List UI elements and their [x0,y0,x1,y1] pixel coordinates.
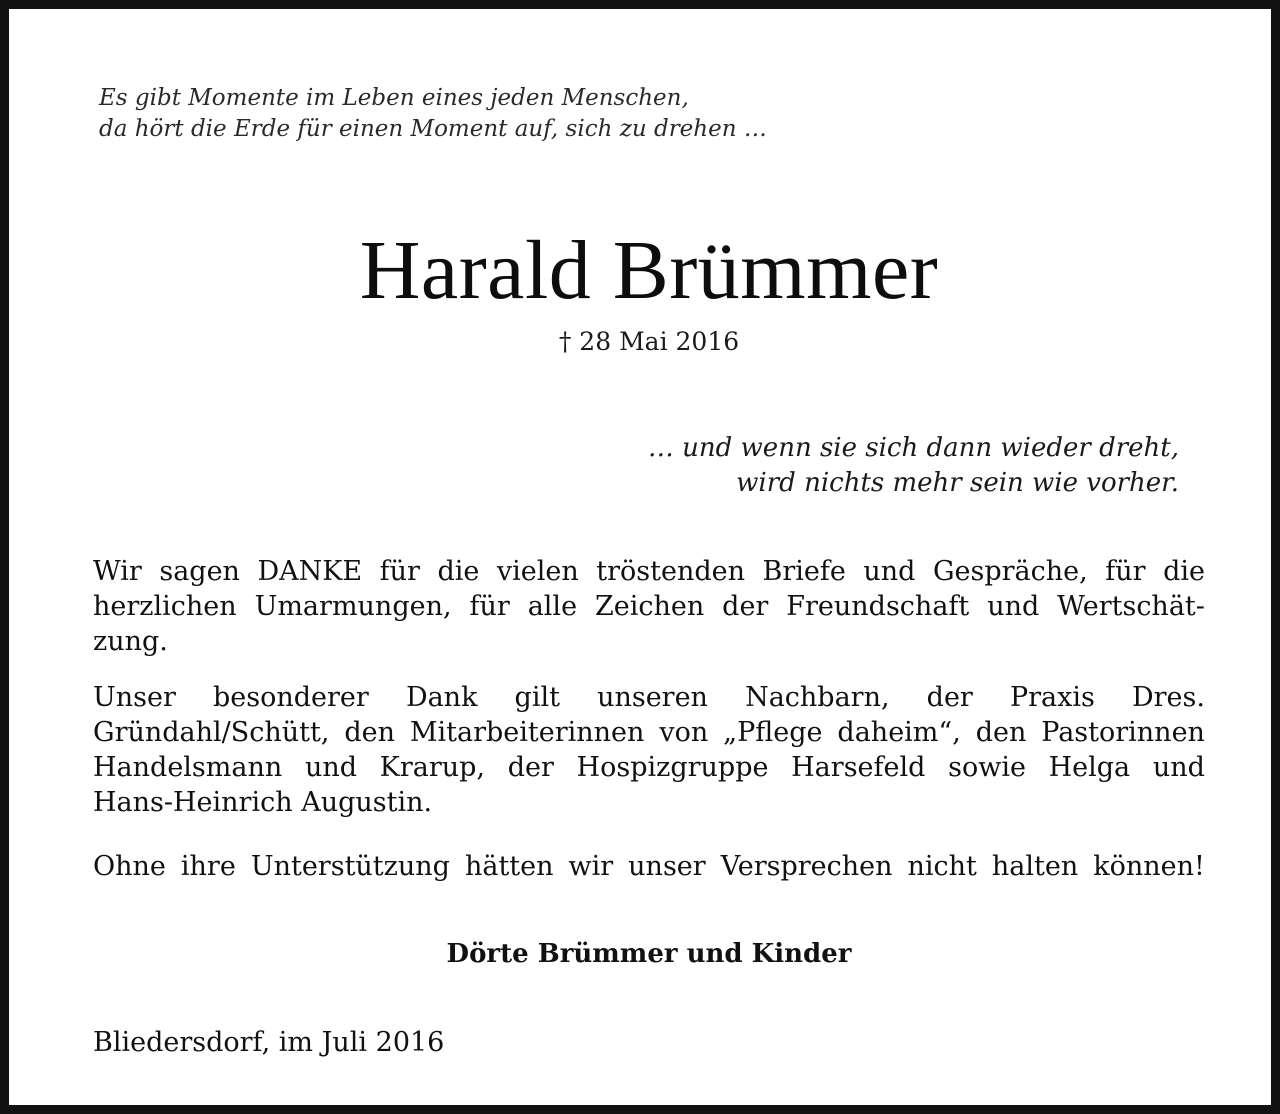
word: für [379,556,420,587]
word: wir [568,851,614,882]
word: unser [628,851,706,882]
word: sagen [159,556,240,587]
word: Handelsmann [93,752,283,783]
paragraph-line [93,750,1205,785]
word: Umarmungen, [254,591,452,622]
word: von [659,717,709,748]
paragraph-line [93,715,1205,750]
paragraph-line: Hans-Heinrich Augustin. [93,787,433,818]
word: der [507,752,554,783]
word: herzlichen [93,591,237,622]
word: Gespräche, [932,556,1088,587]
paragraph-line: zung. [93,626,168,657]
word: gilt [514,682,560,713]
word: besonderer [213,682,369,713]
word: Freundschaft [786,591,970,622]
word: Hospizgruppe [576,752,769,783]
word: hätten [464,851,554,882]
word: tröstenden [596,556,746,587]
word: sowie [948,752,1026,783]
outro-quote-line: … und wenn sie sich dann wieder dreht, [647,433,1179,463]
intro-quote-line: Es gibt Momente im Leben eines jeden Menschen, [99,85,689,111]
word: können! [1093,851,1205,882]
intro-quote [99,83,767,145]
thanks-paragraph [93,554,1205,659]
word: alle [527,591,578,622]
word: halten [991,851,1079,882]
signature: Dörte Brümmer und Kinder [446,939,852,969]
word: Unser [93,682,176,713]
deceased-name: Harald Brümmer [359,224,939,317]
word: und [863,556,916,587]
paragraph-line [93,589,1205,624]
place-date: Bliedersdorf, im Juli 2016 [93,1027,445,1058]
word: die [437,556,480,587]
death-date: † 28 Mai 2016 [558,327,740,356]
word: Zeichen [594,591,705,622]
word: vielen [496,556,579,587]
special-thanks-paragraph [93,680,1205,820]
word: für [1105,556,1146,587]
word: für [469,591,510,622]
word: Wertschät- [1057,591,1205,622]
word: und [987,591,1040,622]
word: daheim“, [837,717,961,748]
paragraph-line [93,680,1205,715]
word: Mitarbeiterinnen [409,717,645,748]
word: nicht [907,851,977,882]
word: DANKE [257,556,363,587]
paragraph-line [93,849,1205,884]
word: und [304,752,357,783]
word: Krarup, [379,752,486,783]
word: Nachbarn, [745,682,890,713]
word: Unterstützung [250,851,450,882]
outro-quote [648,431,1179,501]
word: unseren [597,682,708,713]
word: Ohne [93,851,166,882]
word: die [1163,556,1205,587]
word: „Pflege [723,717,823,748]
word: Dank [405,682,478,713]
word: Helga [1048,752,1131,783]
word: Briefe [762,556,846,587]
word: und [1152,752,1205,783]
word: der [926,682,973,713]
word: Pastorinnen [1041,717,1205,748]
word: Wir [93,556,142,587]
word: ihre [180,851,236,882]
outro-quote-line: wird nichts mehr sein wie vorher. [736,468,1179,498]
intro-quote-line: da hört die Erde für einen Moment auf, sich zu drehen … [99,116,767,142]
word: Harsefeld [791,752,926,783]
word: der [722,591,769,622]
word: Dres. [1131,682,1205,713]
word: den [344,717,395,748]
paragraph-line [93,554,1205,589]
word: Praxis [1009,682,1095,713]
word: Gründahl/Schütt, [93,717,330,748]
closing-paragraph [93,849,1205,884]
word: Versprechen [720,851,893,882]
word: den [975,717,1027,748]
